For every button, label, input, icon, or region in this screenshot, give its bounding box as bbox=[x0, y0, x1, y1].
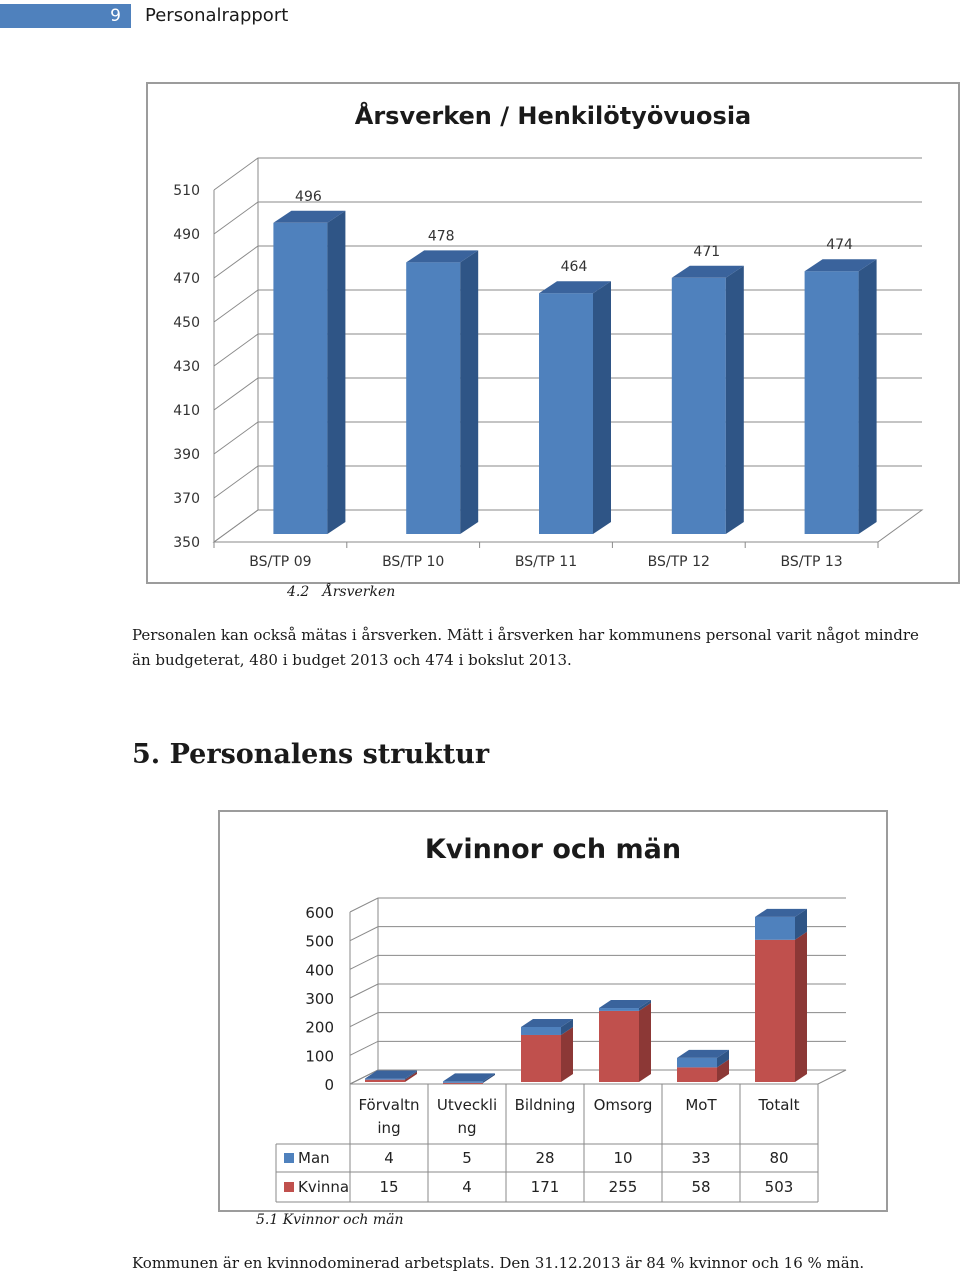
table-row-label: Kvinna bbox=[298, 1178, 350, 1196]
bar-segment-side bbox=[561, 1027, 573, 1082]
y-tick-label: 510 bbox=[173, 183, 200, 199]
table-column-header: ng bbox=[457, 1119, 477, 1137]
y-tick-label: 490 bbox=[173, 227, 200, 243]
paragraph-arsverken: Personalen kan också mätas i årsverken. Mätt i årsverken har kommunens personal varit något mindre än budgeterat, 480 i budget 2013 och 474 i bokslut 2013. bbox=[132, 626, 919, 669]
bar-segment bbox=[755, 940, 795, 1082]
section-heading: 5. Personalens struktur bbox=[132, 739, 490, 770]
bar-side bbox=[460, 250, 478, 534]
bar-segment-top bbox=[443, 1073, 495, 1081]
bar-segment bbox=[755, 917, 795, 940]
table-cell: 33 bbox=[691, 1149, 711, 1167]
y-tick-label: 450 bbox=[173, 315, 200, 331]
table-column-header: Bildning bbox=[514, 1096, 576, 1114]
bar-segment bbox=[521, 1027, 561, 1035]
bar-side bbox=[593, 281, 611, 534]
y-tick-label: 500 bbox=[305, 932, 334, 951]
y-tick-label: 430 bbox=[173, 359, 200, 375]
page-number: 9 bbox=[110, 6, 121, 26]
bar-value-label: 496 bbox=[295, 188, 322, 205]
bar-front bbox=[273, 223, 327, 534]
paragraph-kvinnor-och-man: Kommunen är en kvinnodominerad arbetsplats. Den 31.12.2013 är 84 % kvinnor och 16 % män. bbox=[132, 1254, 865, 1272]
bar-segment bbox=[443, 1083, 483, 1084]
table-cell: 80 bbox=[769, 1149, 789, 1167]
gridline bbox=[214, 158, 922, 190]
y-tick-label: 350 bbox=[173, 535, 200, 551]
table-column-header: Totalt bbox=[758, 1096, 800, 1114]
table-cell: 15 bbox=[379, 1178, 399, 1196]
table-column-header: Förvaltn bbox=[358, 1096, 420, 1114]
bar-side bbox=[327, 211, 345, 534]
bar-front bbox=[539, 293, 593, 534]
bar-segment bbox=[599, 1011, 639, 1082]
legend-key bbox=[284, 1153, 294, 1163]
table-cell: 5 bbox=[462, 1149, 472, 1167]
bar-segment bbox=[365, 1080, 405, 1082]
bar-side bbox=[859, 259, 877, 534]
x-category-label: BS/TP 12 bbox=[647, 554, 710, 570]
y-tick-label: 410 bbox=[173, 403, 200, 419]
table-cell: 28 bbox=[535, 1149, 555, 1167]
table-cell: 171 bbox=[530, 1178, 560, 1196]
kvinnor-och-man-chart-svg bbox=[220, 812, 886, 1210]
y-tick-label: 0 bbox=[324, 1076, 334, 1094]
bar-value-label: 464 bbox=[560, 259, 588, 276]
bar-segment bbox=[443, 1081, 483, 1082]
bar-segment-side bbox=[639, 1003, 651, 1082]
figure-caption-arsverken: 4.2 Årsverken bbox=[287, 584, 396, 600]
bar-front bbox=[672, 278, 726, 534]
table-cell: 58 bbox=[691, 1178, 711, 1196]
bar-value-label: 478 bbox=[427, 228, 455, 245]
header-title: Personalrapport bbox=[145, 5, 289, 26]
bar-front bbox=[805, 271, 859, 534]
bar-segment-side bbox=[795, 932, 807, 1082]
chart-title: Årsverken / Henkilötyövuosia bbox=[354, 102, 752, 130]
bar-segment bbox=[599, 1008, 639, 1011]
bar-segment bbox=[677, 1058, 717, 1067]
chart-title: Kvinnor och män bbox=[424, 834, 682, 865]
x-category-label: BS/TP 09 bbox=[249, 554, 312, 570]
bar-value-label: 471 bbox=[693, 243, 721, 260]
x-category-label: BS/TP 11 bbox=[514, 554, 578, 570]
y-tick-label: 100 bbox=[305, 1047, 334, 1066]
bar-front bbox=[406, 262, 460, 534]
table-column-header: MoT bbox=[685, 1096, 717, 1114]
y-tick-label: 600 bbox=[305, 904, 334, 922]
bar-segment bbox=[365, 1079, 405, 1080]
arsverken-chart-svg bbox=[148, 84, 958, 582]
table-cell: 4 bbox=[462, 1178, 472, 1196]
figure-caption-kvinnor-och-man: 5.1 Kvinnor och män bbox=[256, 1212, 404, 1228]
bar-segment bbox=[677, 1067, 717, 1082]
y-tick-label: 390 bbox=[173, 447, 200, 463]
arsverken-chart bbox=[146, 82, 960, 584]
table-column-header: ing bbox=[377, 1119, 401, 1137]
table-column-header: Omsorg bbox=[593, 1096, 653, 1114]
x-category-label: BS/TP 10 bbox=[382, 554, 445, 570]
bar-value-label: 474 bbox=[826, 237, 853, 254]
legend-key bbox=[284, 1182, 294, 1192]
table-cell: 503 bbox=[764, 1178, 794, 1196]
y-tick-label: 300 bbox=[305, 990, 334, 1008]
table-cell: 10 bbox=[613, 1149, 633, 1167]
table-cell: 255 bbox=[608, 1178, 638, 1196]
bar-segment bbox=[521, 1035, 561, 1082]
bar-side bbox=[726, 266, 744, 534]
table-cell: 4 bbox=[384, 1149, 394, 1167]
table-row-label: Man bbox=[298, 1149, 330, 1167]
table-column-header: Utveckli bbox=[436, 1096, 498, 1114]
y-tick-label: 200 bbox=[305, 1018, 334, 1037]
x-category-label: BS/TP 13 bbox=[780, 554, 843, 570]
y-tick-label: 400 bbox=[305, 961, 334, 980]
kvinnor-och-man-chart bbox=[218, 810, 888, 1212]
y-tick-label: 470 bbox=[173, 271, 200, 287]
page-header bbox=[0, 0, 960, 32]
y-tick-label: 370 bbox=[173, 491, 200, 507]
